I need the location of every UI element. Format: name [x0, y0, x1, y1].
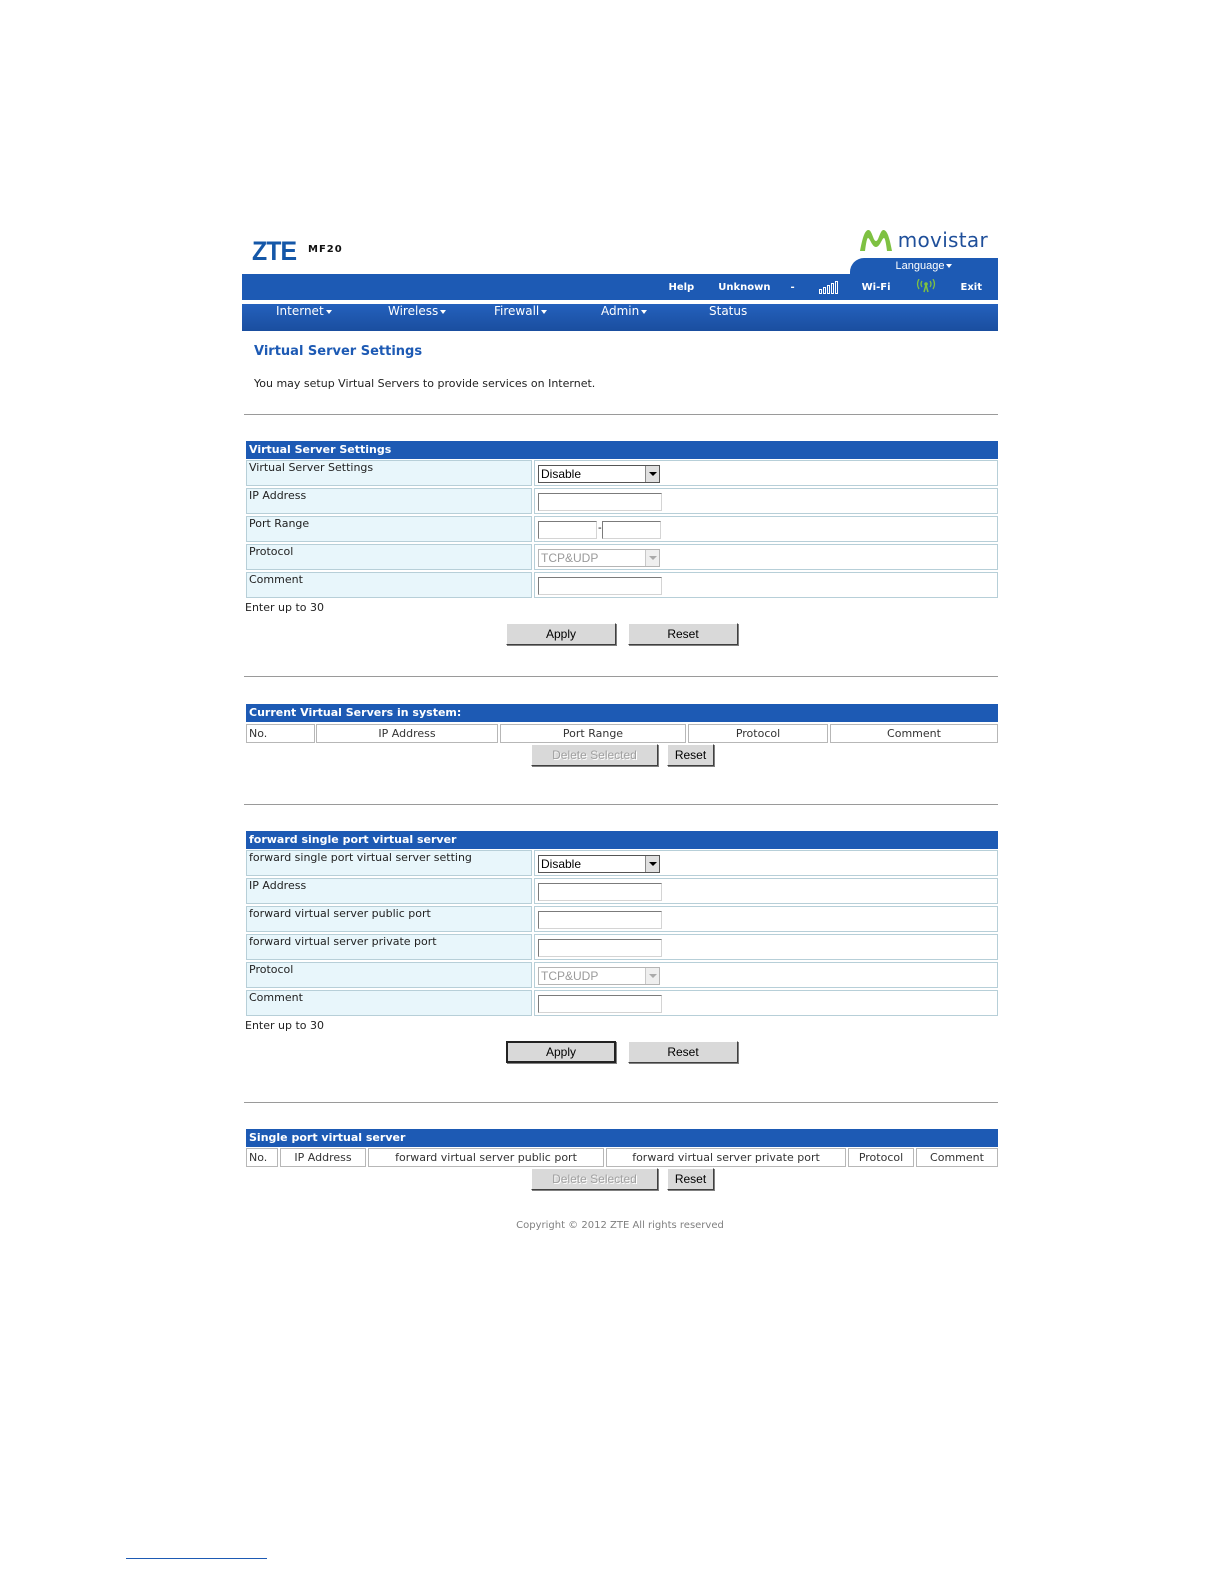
divider [244, 804, 998, 805]
field-label: Protocol [246, 962, 532, 988]
row-port-range [246, 516, 998, 542]
row-comment [246, 572, 998, 598]
page-title: Virtual Server Settings [254, 344, 423, 359]
section-title-current-virtual-servers: Current Virtual Servers in system: [246, 704, 998, 722]
row-ip-address [246, 488, 998, 514]
field-label: IP Address [246, 878, 532, 904]
chevron-down-icon [326, 310, 332, 314]
entry-limit-note: Enter up to 30 [245, 1019, 325, 1032]
movistar-m-icon [858, 227, 894, 253]
chevron-down-icon [641, 310, 647, 314]
entry-limit-note: Enter up to 30 [245, 601, 325, 614]
language-label: Language [895, 260, 945, 272]
row-forward-ip-address [246, 878, 998, 904]
forward-protocol-select[interactable]: TCP&UDP [538, 967, 660, 985]
nav-status[interactable]: Status [709, 304, 748, 318]
column-header: Comment [830, 724, 998, 743]
signal-strength-icon [819, 281, 838, 294]
chevron-down-icon [946, 264, 952, 268]
ip-address-input[interactable] [538, 493, 662, 511]
exit-link[interactable]: Exit [960, 281, 982, 293]
field-label: forward virtual server public port [246, 906, 532, 932]
column-header: No. [246, 1148, 278, 1167]
field-label: Comment [246, 572, 532, 598]
column-header: Port Range [500, 724, 686, 743]
private-port-input[interactable] [538, 939, 662, 957]
wifi-antenna-icon [915, 279, 937, 296]
field-label: IP Address [246, 488, 532, 514]
dropdown-arrow-icon [645, 550, 659, 566]
field-label: Comment [246, 990, 532, 1016]
movistar-logo [858, 224, 988, 256]
status-bar [242, 274, 998, 300]
apply-button[interactable]: Apply [506, 1041, 616, 1063]
row-virtual-server-settings [246, 460, 998, 486]
section-title-virtual-server-settings: Virtual Server Settings [246, 441, 998, 459]
nav-wireless[interactable]: Wireless [388, 304, 446, 331]
forward-enable-select[interactable]: Disable [538, 855, 660, 873]
reset-button[interactable]: Reset [628, 1041, 738, 1063]
zte-logo: ZTE [252, 236, 297, 266]
comment-input[interactable] [538, 577, 662, 595]
column-header: IP Address [280, 1148, 366, 1167]
reset-button[interactable]: Reset [667, 1168, 714, 1190]
nav-firewall[interactable]: Firewall [494, 304, 547, 331]
virtual-server-enable-select[interactable]: Disable [538, 465, 660, 483]
dropdown-arrow-icon [645, 856, 659, 872]
port-range-separator: - [598, 522, 602, 534]
column-header: forward virtual server public port [368, 1148, 604, 1167]
network-type: - [790, 281, 795, 293]
row-public-port [246, 906, 998, 932]
column-header: IP Address [316, 724, 498, 743]
field-label: Protocol [246, 544, 532, 570]
column-header: No. [246, 724, 315, 743]
column-header: Protocol [688, 724, 828, 743]
forward-comment-input[interactable] [538, 995, 662, 1013]
language-menu[interactable] [850, 258, 998, 275]
apply-button[interactable]: Apply [506, 623, 616, 645]
main-nav [242, 304, 998, 331]
public-port-input[interactable] [538, 911, 662, 929]
row-forward-protocol [246, 962, 998, 988]
reset-button[interactable]: Reset [628, 623, 738, 645]
row-private-port [246, 934, 998, 960]
wifi-label: Wi-Fi [861, 281, 891, 293]
nav-admin[interactable]: Admin [601, 304, 647, 331]
router-admin-page [242, 222, 998, 1231]
section-title-forward-single-port: forward single port virtual server [246, 831, 998, 849]
model-name: MF20 [308, 244, 343, 255]
divider [244, 676, 998, 677]
port-range-end-input[interactable] [602, 521, 661, 539]
column-header: forward virtual server private port [606, 1148, 846, 1167]
reset-button[interactable]: Reset [667, 744, 714, 766]
divider [244, 414, 998, 415]
row-forward-setting [246, 850, 998, 876]
column-header: Comment [916, 1148, 998, 1167]
table-header [246, 724, 998, 743]
field-label: Port Range [246, 516, 532, 542]
row-protocol [246, 544, 998, 570]
row-forward-comment [246, 990, 998, 1016]
delete-selected-button[interactable]: Delete Selected [531, 1168, 658, 1190]
dropdown-arrow-icon [645, 968, 659, 984]
network-status: Unknown [718, 281, 771, 293]
chevron-down-icon [541, 310, 547, 314]
field-label: forward virtual server private port [246, 934, 532, 960]
nav-internet[interactable]: Internet [276, 304, 332, 331]
port-range-start-input[interactable] [538, 521, 597, 539]
divider [244, 1102, 998, 1103]
table-header [246, 1148, 998, 1167]
field-label: forward single port virtual server setting [246, 850, 532, 876]
field-label: Virtual Server Settings [246, 460, 532, 486]
brand-name: movistar [897, 228, 988, 252]
section-title-single-port-virtual-server: Single port virtual server [246, 1129, 998, 1147]
protocol-select[interactable]: TCP&UDP [538, 549, 660, 567]
copyright: Copyright © 2012 ZTE All rights reserved [516, 1220, 724, 1231]
help-link[interactable]: Help [668, 281, 695, 293]
dropdown-arrow-icon [645, 466, 659, 482]
delete-selected-button[interactable]: Delete Selected [531, 744, 658, 766]
forward-ip-address-input[interactable] [538, 883, 662, 901]
footnote-rule [126, 1558, 267, 1559]
chevron-down-icon [440, 310, 446, 314]
page-description: You may setup Virtual Servers to provide services on Internet. [254, 377, 596, 390]
column-header: Protocol [848, 1148, 914, 1167]
header [242, 222, 998, 274]
